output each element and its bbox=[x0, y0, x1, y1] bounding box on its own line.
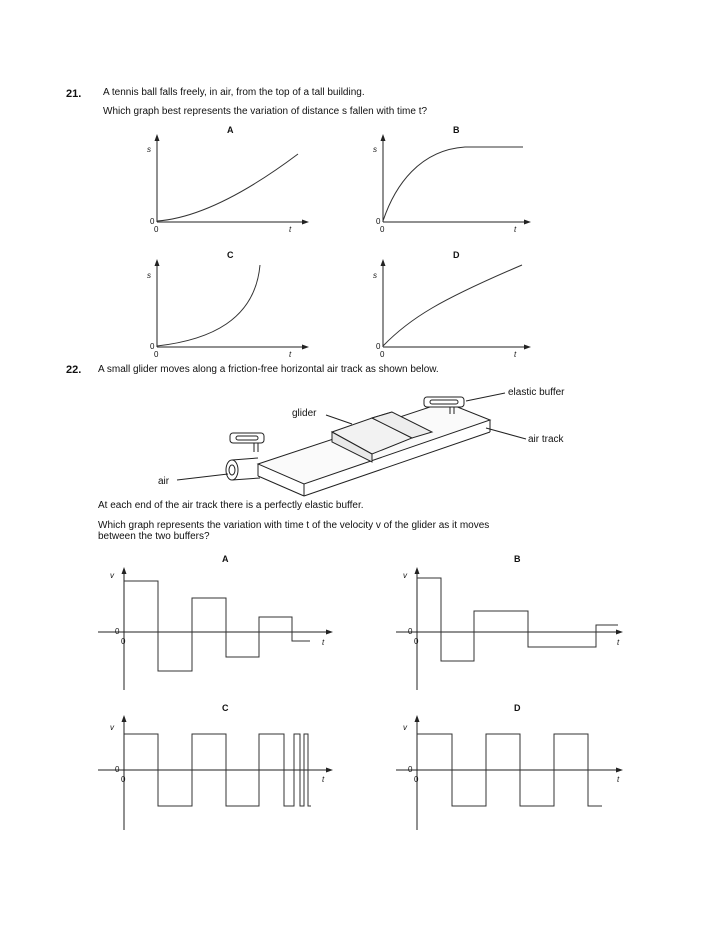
question-22-line-4: between the two buffers? bbox=[98, 531, 210, 542]
q21-graph-b-curve bbox=[383, 147, 523, 221]
q21-graph-d-origin-y: 0 bbox=[376, 342, 381, 351]
air-inlet-top bbox=[232, 458, 258, 460]
leader-elastic-buffer bbox=[466, 393, 505, 401]
q21-graph-a-letter: A bbox=[227, 125, 234, 135]
q22-graph-a-y-arrow bbox=[122, 567, 127, 574]
q21-graph-a bbox=[147, 125, 309, 234]
question-21-number: 21. bbox=[66, 88, 82, 100]
question-22-line-1: A small glider moves along a friction-free horizontal air track as shown below. bbox=[98, 364, 439, 375]
q22-graph-a-origin-y: 0 bbox=[115, 627, 120, 636]
question-22-line-3: Which graph represents the variation with time t of the velocity v of the glider as it moves bbox=[98, 520, 490, 531]
q22-graph-d-ylabel: v bbox=[403, 723, 407, 732]
q22-graph-d-origin-y: 0 bbox=[408, 765, 413, 774]
q21-graph-c-xlabel: t bbox=[289, 350, 292, 359]
air-inlet-hole bbox=[229, 465, 235, 475]
q22-graph-a-x-arrow bbox=[326, 630, 333, 635]
q22-graph-b-origin-y: 0 bbox=[408, 627, 413, 636]
q22-graph-c-y-arrow bbox=[122, 715, 127, 722]
q21-graph-d bbox=[373, 250, 531, 359]
left-buffer-inner bbox=[236, 436, 258, 440]
q22-graph-a-letter: A bbox=[222, 554, 229, 564]
q22-graph-b-trace bbox=[417, 578, 618, 661]
q21-graph-c-curve bbox=[157, 265, 260, 346]
q21-graph-a-origin-y: 0 bbox=[150, 217, 155, 226]
q22-graph-d-letter: D bbox=[514, 703, 521, 713]
q22-graph-c-xlabel: t bbox=[322, 775, 325, 784]
q22-graph-d bbox=[396, 703, 623, 830]
q22-graph-c bbox=[98, 703, 333, 830]
q22-graph-d-y-arrow bbox=[415, 715, 420, 722]
q21-graph-b-letter: B bbox=[453, 125, 460, 135]
q21-graph-d-y-arrow bbox=[381, 259, 386, 266]
q21-graph-c-y-arrow bbox=[155, 259, 160, 266]
q21-graph-a-curve bbox=[157, 154, 298, 221]
q22-graph-c-x-arrow bbox=[326, 768, 333, 773]
q21-graph-a-y-arrow bbox=[155, 134, 160, 141]
q22-graph-b-ylabel: v bbox=[403, 571, 407, 580]
q22-graph-c-origin-x: 0 bbox=[121, 775, 126, 784]
q22-graph-a-origin-x: 0 bbox=[121, 637, 126, 646]
q22-graph-a-ylabel: v bbox=[110, 571, 114, 580]
q22-graph-d-xlabel: t bbox=[617, 775, 620, 784]
q21-graph-b-x-arrow bbox=[524, 220, 531, 225]
label-glider: glider bbox=[292, 408, 317, 419]
q22-graph-b-y-arrow bbox=[415, 567, 420, 574]
q21-graph-c bbox=[147, 250, 309, 359]
question-21-line-2: Which graph best represents the variation of distance s fallen with time t? bbox=[103, 106, 428, 117]
q22-graph-a-xlabel: t bbox=[322, 638, 325, 647]
question-22-number: 22. bbox=[66, 364, 82, 376]
q21-graph-c-origin-y: 0 bbox=[150, 342, 155, 351]
right-buffer-inner bbox=[430, 400, 458, 404]
q22-graph-c-letter: C bbox=[222, 703, 229, 713]
leader-glider bbox=[326, 415, 352, 424]
q21-graph-a-x-arrow bbox=[302, 220, 309, 225]
q22-graph-d-x-arrow bbox=[616, 768, 623, 773]
air-inlet-bottom bbox=[232, 478, 260, 480]
air-track-diagram bbox=[177, 393, 526, 496]
q21-graph-d-curve bbox=[383, 265, 522, 346]
q22-graph-a-trace bbox=[124, 581, 310, 671]
q22-graph-d-origin-x: 0 bbox=[414, 775, 419, 784]
q21-graph-d-letter: D bbox=[453, 250, 460, 260]
q22-graph-b-x-arrow bbox=[616, 630, 623, 635]
question-21-line-1: A tennis ball falls freely, in air, from the top of a tall building. bbox=[103, 87, 365, 98]
q21-graph-a-ylabel: s bbox=[147, 145, 151, 154]
q21-graph-b-xlabel: t bbox=[514, 225, 517, 234]
q21-graph-b-origin-x: 0 bbox=[380, 225, 385, 234]
q21-graph-b-ylabel: s bbox=[373, 145, 377, 154]
q21-graph-b-y-arrow bbox=[381, 134, 386, 141]
q21-graph-c-x-arrow bbox=[302, 345, 309, 350]
label-air: air bbox=[158, 476, 170, 487]
leader-air bbox=[177, 474, 228, 480]
q22-graph-c-ylabel: v bbox=[110, 723, 114, 732]
q22-graph-b-letter: B bbox=[514, 554, 521, 564]
q21-graph-d-ylabel: s bbox=[373, 271, 377, 280]
q21-graph-c-letter: C bbox=[227, 250, 234, 260]
q22-graph-b-xlabel: t bbox=[617, 638, 620, 647]
q21-graph-a-origin-x: 0 bbox=[154, 225, 159, 234]
q22-graph-c-origin-y: 0 bbox=[115, 765, 120, 774]
q21-graph-a-xlabel: t bbox=[289, 225, 292, 234]
q21-graph-b bbox=[373, 125, 531, 234]
q22-graph-b bbox=[396, 554, 623, 690]
q22-graph-b-origin-x: 0 bbox=[414, 637, 419, 646]
question-22-line-2: At each end of the air track there is a perfectly elastic buffer. bbox=[98, 500, 364, 511]
q21-graph-c-origin-x: 0 bbox=[154, 350, 159, 359]
q21-graph-d-origin-x: 0 bbox=[380, 350, 385, 359]
q22-graph-a bbox=[98, 554, 333, 690]
q21-graph-b-origin-y: 0 bbox=[376, 217, 381, 226]
label-air-track: air track bbox=[528, 434, 564, 445]
q21-graph-d-x-arrow bbox=[524, 345, 531, 350]
leader-air-track bbox=[486, 428, 526, 439]
q21-graph-d-xlabel: t bbox=[514, 350, 517, 359]
q21-graph-c-ylabel: s bbox=[147, 271, 151, 280]
label-elastic-buffer: elastic buffer bbox=[508, 387, 565, 398]
